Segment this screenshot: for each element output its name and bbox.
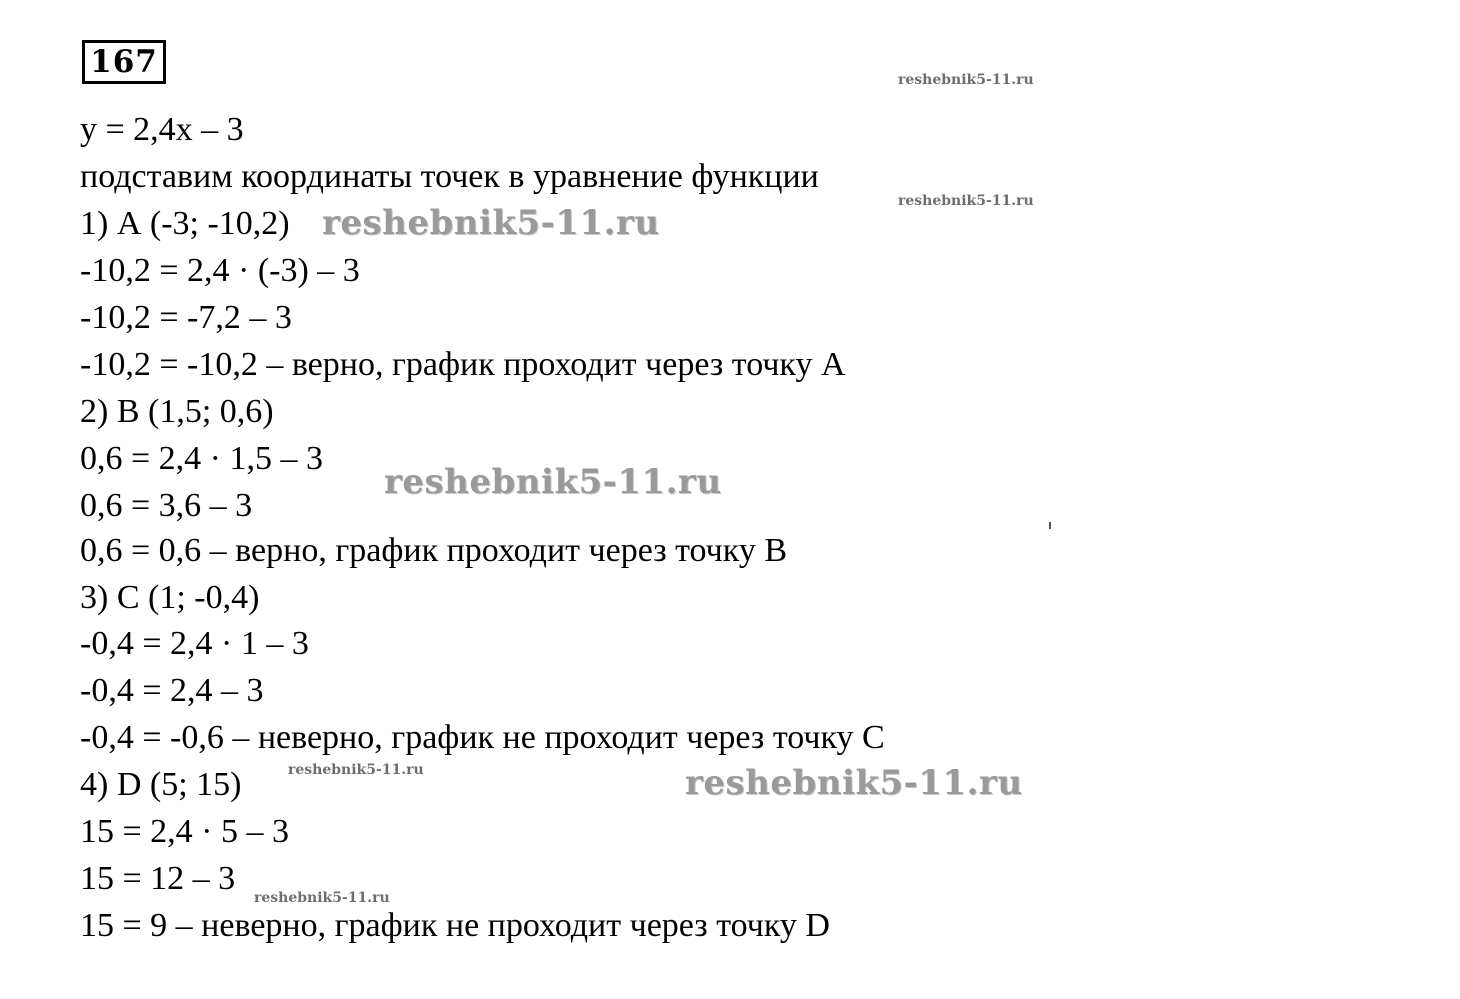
scan-mark bbox=[1049, 522, 1051, 529]
point-heading: 3) С (1; -0,4) bbox=[80, 579, 260, 616]
problem-number: 167 bbox=[82, 40, 166, 84]
watermark: reshebnik5-11.ru bbox=[384, 462, 722, 502]
point-heading: 4) D (5; 15) bbox=[80, 766, 242, 803]
watermark: reshebnik5-11.ru bbox=[898, 72, 1034, 88]
watermark: reshebnik5-11.ru bbox=[288, 762, 424, 778]
calculation-line: 0,6 = 2,4 · 1,5 – 3 bbox=[80, 440, 323, 477]
calculation-line: 15 = 2,4 · 5 – 3 bbox=[80, 813, 289, 850]
point-heading: 1) А (-3; -10,2) bbox=[80, 205, 290, 242]
calculation-line: -10,2 = -7,2 – 3 bbox=[80, 299, 292, 336]
calculation-line: 15 = 12 – 3 bbox=[80, 860, 236, 897]
watermark: reshebnik5-11.ru bbox=[254, 890, 390, 906]
calculation-line: -0,4 = 2,4 · 1 – 3 bbox=[80, 625, 309, 662]
instruction-line: подставим координаты точек в уравнение функции bbox=[80, 158, 819, 195]
calculation-line: -0,4 = 2,4 – 3 bbox=[80, 672, 264, 709]
equation-line: y = 2,4x – 3 bbox=[80, 111, 244, 148]
conclusion-line: -10,2 = -10,2 – верно, график проходит через точку А bbox=[80, 346, 846, 383]
watermark: reshebnik5-11.ru bbox=[898, 193, 1034, 209]
point-heading: 2) В (1,5; 0,6) bbox=[80, 393, 274, 430]
calculation-line: -10,2 = 2,4 · (-3) – 3 bbox=[80, 252, 360, 289]
watermark: reshebnik5-11.ru bbox=[322, 203, 660, 243]
conclusion-line: -0,4 = -0,6 – неверно, график не проходит через точку С bbox=[80, 719, 885, 756]
watermark: reshebnik5-11.ru bbox=[685, 763, 1023, 803]
calculation-line: 0,6 = 3,6 – 3 bbox=[80, 487, 253, 524]
conclusion-line: 15 = 9 – неверно, график не проходит через точку D bbox=[80, 907, 830, 944]
conclusion-line: 0,6 = 0,6 – верно, график проходит через точку В bbox=[80, 532, 787, 569]
